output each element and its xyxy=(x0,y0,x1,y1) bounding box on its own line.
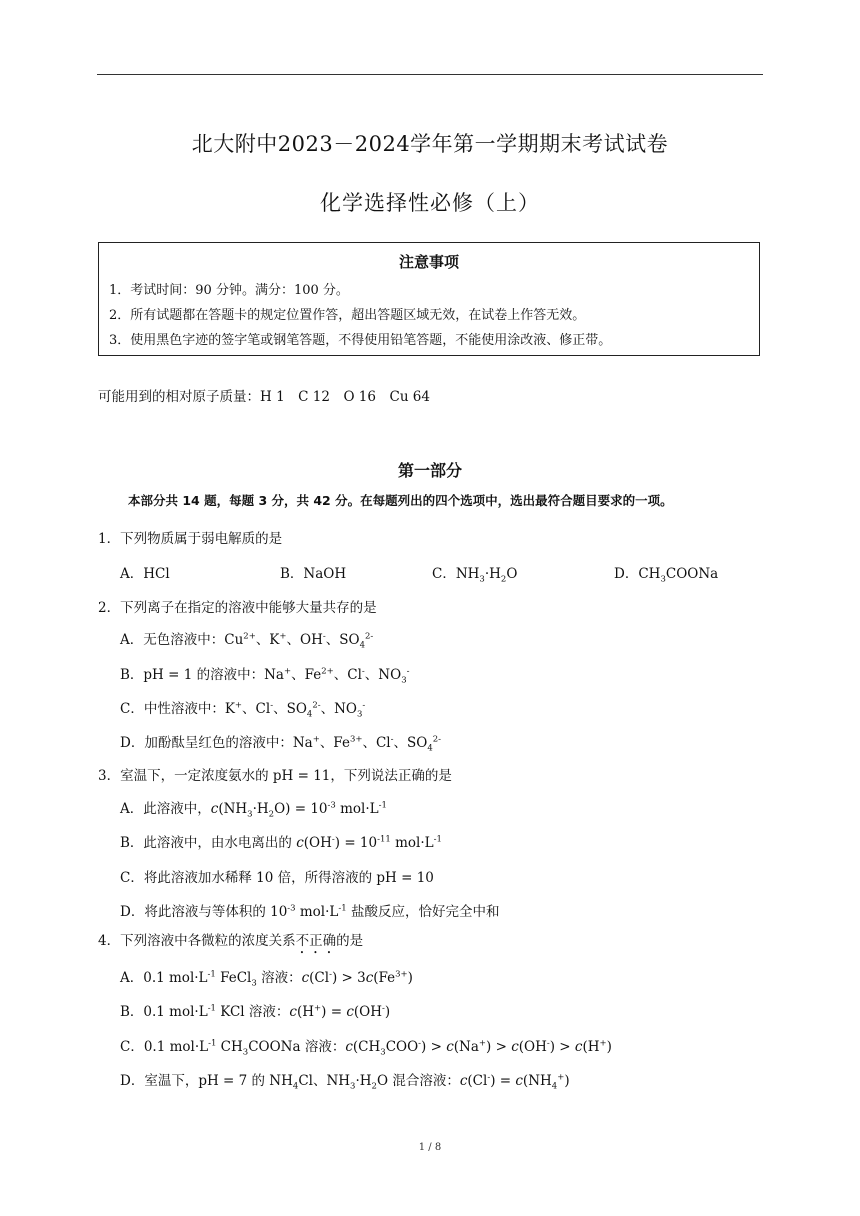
q3-option-c: C．将此溶液加水稀释 10 倍，所得溶液的 pH = 10 xyxy=(120,870,434,886)
exam-subtitle: 化学选择性必修（上） xyxy=(320,191,540,215)
q4-option-a: A．0.1 $mol\cdot L^{-1}$ FeCl$_3$ 溶液：$c(Cl^-) > 3c(Fe^{3+})$ xyxy=(120,969,413,989)
notice-box xyxy=(98,242,760,356)
q2-option-b: B．pH = 1 的溶液中：Na+、$Fe^{2+}$、Cl-、$NO_3^-$ xyxy=(120,666,410,686)
q3-option-d: D．将此溶液与等体积的 $10^{-3}$ $mol\cdot L^{-1}$ 盐酸反应，恰好完全中和 xyxy=(120,903,500,920)
q4-option-b: B．0.1 $mol\cdot L^{-1}$ KCl 溶液：c(H+) = c(OH-) xyxy=(120,1003,391,1020)
question-3-stem: 3．室温下，一定浓度氨水的 pH = 11，下列说法正确的是 xyxy=(98,768,452,784)
q2-option-a: A．无色溶液中：$Cu^{2+}$、K+、OH-、$SO_4^{2-}$ xyxy=(120,631,374,651)
header-rule xyxy=(97,74,763,75)
q1-option-c: C．$NH_3\cdot H_2O$ xyxy=(432,566,518,585)
question-1-stem: 1．下列物质属于弱电解质的是 xyxy=(98,531,283,547)
emphasized-not-correct: 不正确 xyxy=(295,933,337,949)
atomic-masses: 可能用到的相对原子质量：H 1 C 12 O 16 Cu 64 xyxy=(98,389,430,405)
exam-title: 北大附中2023－2024学年第一学期期末考试试卷 xyxy=(191,132,669,156)
q4-option-c: C．0.1 $mol\cdot L^{-1}$ $CH_3COONa$ 溶液：$c(CH_3COO^-) > c(Na^+) > c(OH^-) > c(H^+)$ xyxy=(120,1038,612,1058)
notice-heading: 注意事项 xyxy=(398,253,459,271)
q4-option-d: D．室温下，pH = 7 的 $NH_4Cl$、$NH_3\cdot H_2O$ 混合溶液：$c(Cl^-) = c(NH_4^+)$ xyxy=(120,1072,570,1092)
notice-item: 1．考试时间：90 分钟。满分：100 分。 xyxy=(109,283,349,298)
page-number: 1 / 8 xyxy=(418,1142,442,1153)
q3-option-b: B．此溶液中，由水电离出的 $c(OH^-) = 10^{-11}$ $mol\cdot L^{-1}$ xyxy=(120,834,442,851)
question-2-stem: 2．下列离子在指定的溶液中能够大量共存的是 xyxy=(98,600,377,616)
notice-item: 3．使用黑色字迹的签字笔或钢笔答题，不得使用铅笔答题，不能使用涂改液、修正带。 xyxy=(109,333,612,348)
notice-item: 2．所有试题都在答题卡的规定位置作答，超出答题区域无效，在试卷上作答无效。 xyxy=(109,308,586,323)
q1-option-a: A．HCl xyxy=(120,566,170,582)
question-4-stem: 4．下列溶液中各微粒的浓度关系不正确的是 xyxy=(98,933,364,949)
q3-option-a: A．此溶液中，$c(NH_3\cdot H_2O) = 10^{-3}$ $mol\cdot L^{-1}$ xyxy=(120,800,387,820)
part-title: 第一部分 xyxy=(397,461,462,480)
q1-option-d: D．$CH_3COONa$ xyxy=(614,566,719,585)
part-instructions: 本部分共 14 题，每题 3 分，共 42 分。在每题列出的四个选项中，选出最符合题目要求的一项。 xyxy=(128,493,673,508)
q2-option-c: C．中性溶液中：K+、Cl-、$SO_4^{2-}$、$NO_3^-$ xyxy=(120,700,366,720)
q2-option-d: D．加酚酞呈红色的溶液中：Na+、$Fe^{3+}$、Cl-、$SO_4^{2-}$ xyxy=(120,734,442,754)
q1-option-b: B．NaOH xyxy=(280,566,347,582)
